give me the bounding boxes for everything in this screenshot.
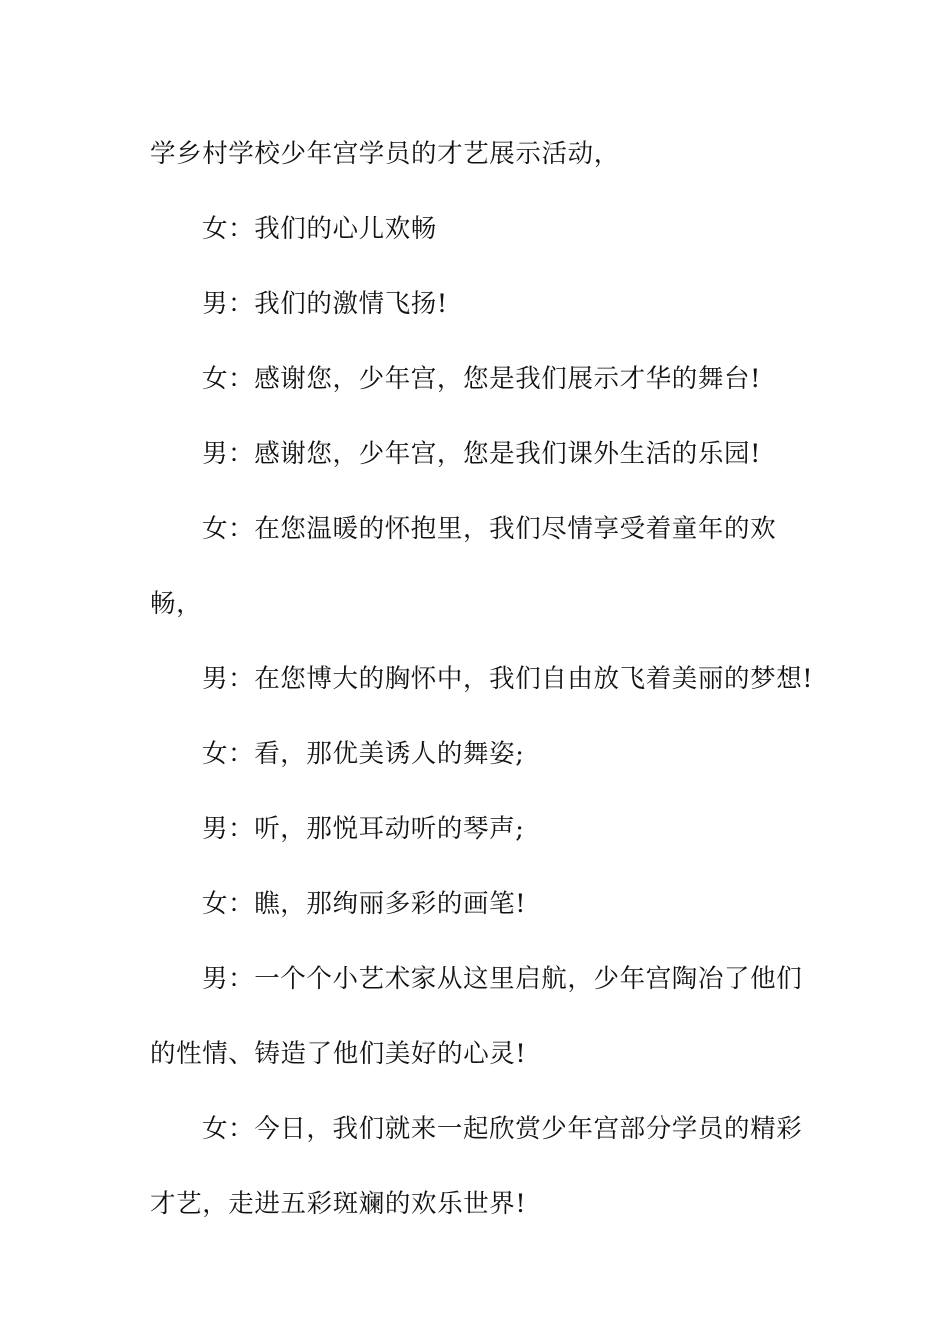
text-line: 男：听，那悦耳动听的琴声;: [202, 814, 525, 844]
text-line: 的性情、铸造了他们美好的心灵!: [150, 1039, 527, 1069]
text-line: 男：在您博大的胸怀中，我们自由放飞着美丽的梦想!: [202, 664, 814, 694]
text-line: 男：我们的激情飞扬!: [202, 289, 448, 319]
text-line: 女：感谢您，少年宫，您是我们展示才华的舞台!: [202, 364, 761, 394]
text-line: 才艺，走进五彩斑斓的欢乐世界!: [150, 1189, 527, 1219]
text-line: 学乡村学校少年宫学员的才艺展示活动，: [150, 139, 620, 169]
body-text: [150, 117, 814, 1242]
text-line: 女：看，那优美诱人的舞姿;: [202, 739, 525, 769]
text-line: 男：一个个小艺术家从这里启航，少年宫陶冶了他们: [202, 964, 803, 994]
text-line: 畅，: [150, 589, 203, 619]
text-line: 女：我们的心儿欢畅: [202, 214, 437, 244]
text-line: 女：瞧，那绚丽多彩的画笔!: [202, 889, 527, 919]
text-line: 女：今日，我们就来一起欣赏少年宫部分学员的精彩: [202, 1114, 803, 1144]
text-line: 男：感谢您，少年宫，您是我们课外生活的乐园!: [202, 439, 761, 469]
text-line: 女：在您温暖的怀抱里，我们尽情享受着童年的欢: [202, 514, 777, 544]
